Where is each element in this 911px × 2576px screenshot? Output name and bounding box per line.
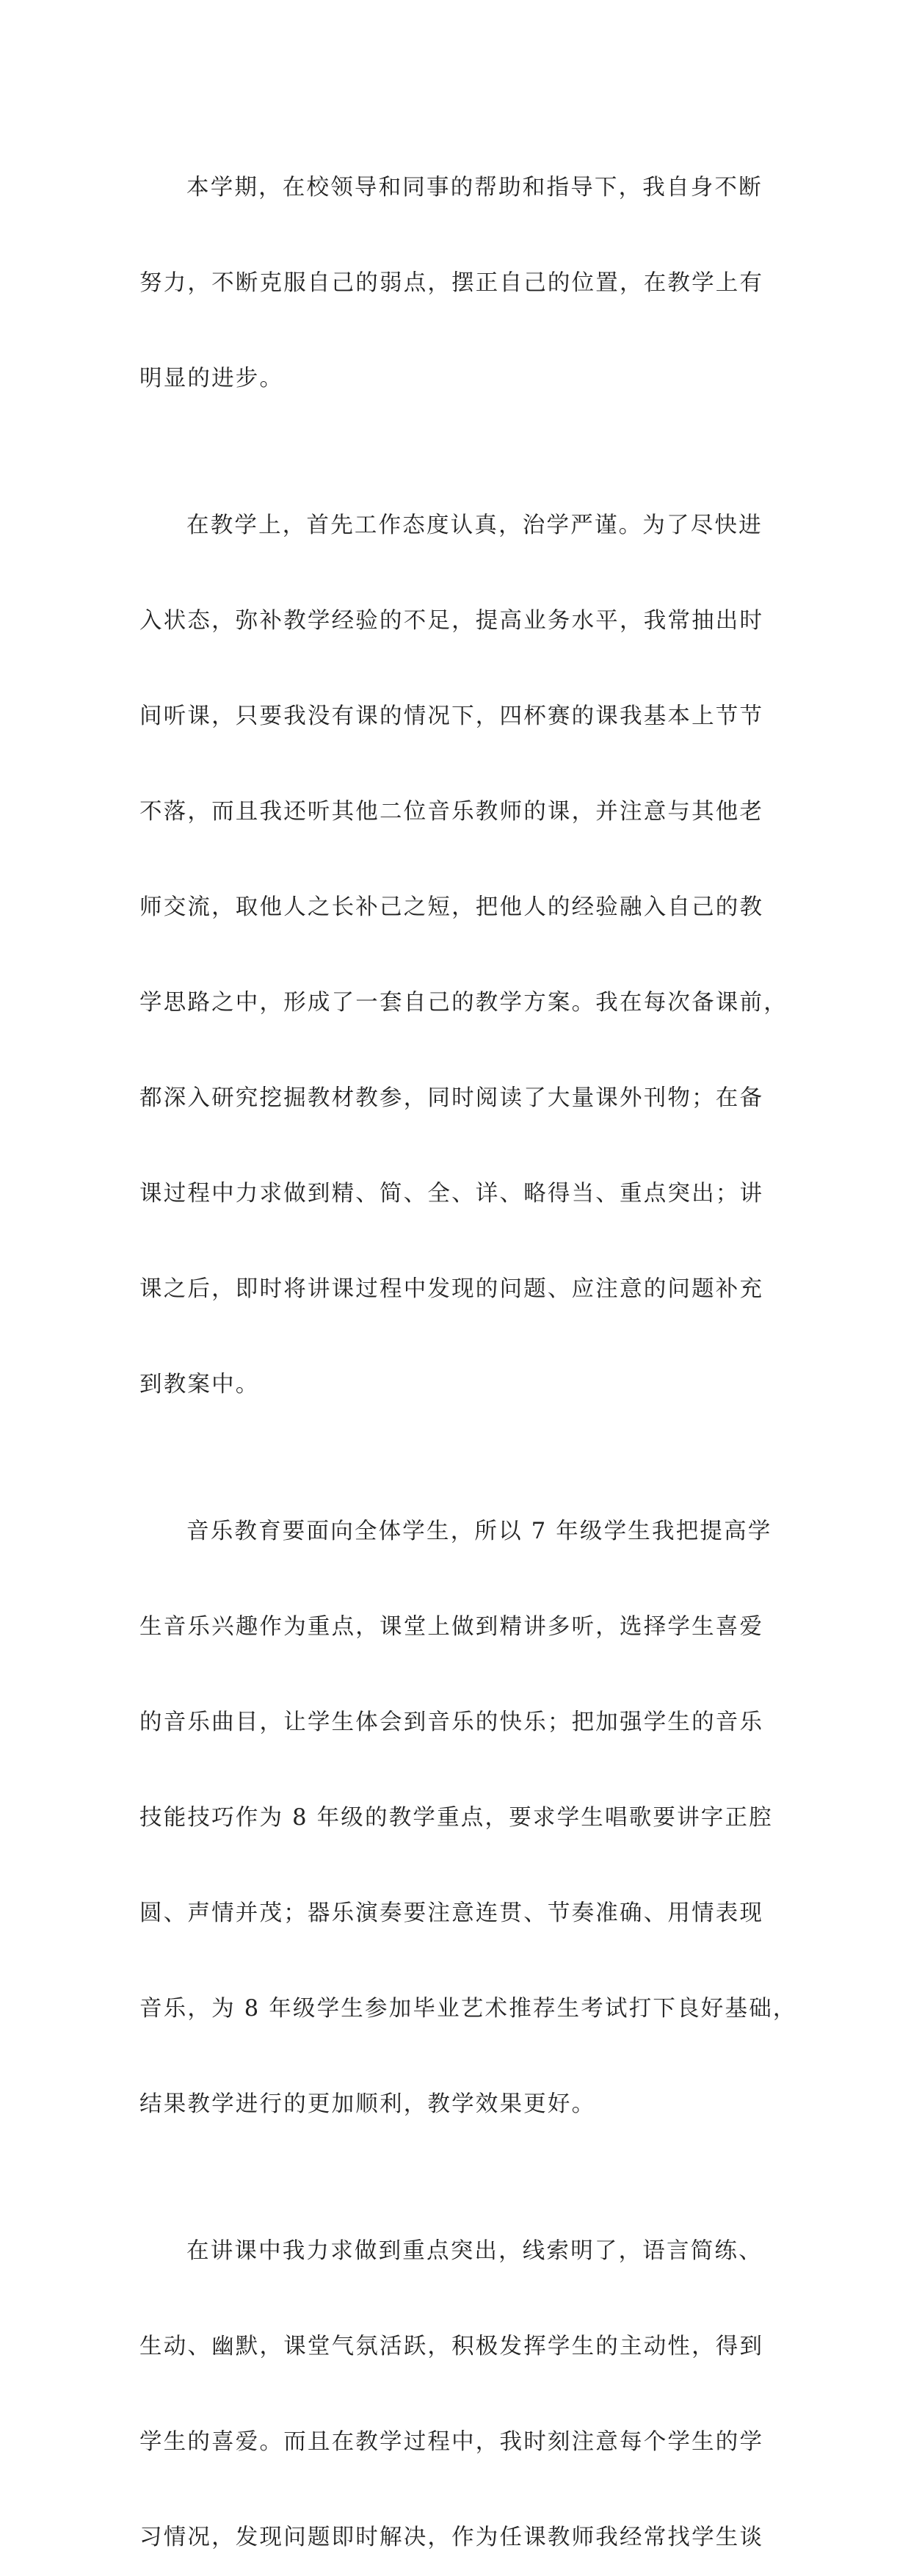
text-line: 课过程中力求做到精、简、全、详、略得当、重点突出；讲 <box>139 1181 764 1206</box>
text-line: 明显的进步。 <box>139 366 284 391</box>
text-line: 入状态，弥补教学经验的不足，提高业务水平，我常抽出时 <box>139 608 764 634</box>
text-line: 课之后，即时将讲课过程中发现的问题、应注意的问题补充 <box>139 1276 764 1302</box>
text-line: 学生的喜爱。而且在教学过程中，我时刻注意每个学生的学 <box>139 2429 764 2455</box>
text-line: 到教案中。 <box>139 1372 260 1397</box>
text-line: 生动、幽默，课堂气氛活跃，积极发挥学生的主动性，得到 <box>139 2334 764 2359</box>
text-line: 生音乐兴趣作为重点，课堂上做到精讲多听，选择学生喜爱 <box>139 1614 764 1640</box>
text-line: 在教学上，首先工作态度认真，治学严谨。为了尽快进 <box>186 513 763 538</box>
text-line: 本学期，在校领导和同事的帮助和指导下，我自身不断 <box>186 175 763 200</box>
text-line: 音乐教育要面向全体学生，所以 7 年级学生我把提高学 <box>186 1519 772 1544</box>
text-line: 音乐，为 8 年级学生参加毕业艺术推荐生考试打下良好基础， <box>139 1996 797 2022</box>
text-line: 在讲课中我力求做到重点突出，线索明了，语言简练、 <box>186 2238 763 2264</box>
text-line: 间听课，只要我没有课的情况下，四杯赛的课我基本上节节 <box>139 703 764 729</box>
paragraph-1 <box>139 115 778 452</box>
text-line: 的音乐曲目，让学生体会到音乐的快乐；把加强学生的音乐 <box>139 1710 764 1735</box>
text-line: 习情况，发现问题即时解决，作为任课教师我经常找学生谈 <box>139 2525 764 2550</box>
text-line: 圆、声情并茂；器乐演奏要注意连贯、节奏准确、用情表现 <box>139 1900 764 1926</box>
text-line: 结果教学进行的更加顺利，教学效果更好。 <box>139 2091 596 2117</box>
paragraph-4 <box>139 2178 778 2576</box>
text-line: 努力，不断克服自己的弱点，摆正自己的位置，在教学上有 <box>139 270 764 296</box>
text-line: 都深入研究挖掘教材教参，同时阅读了大量课外刊物；在备 <box>139 1085 764 1111</box>
text-line: 技能技巧作为 8 年级的教学重点，要求学生唱歌要讲字正腔 <box>139 1805 773 1831</box>
paragraph-2 <box>139 452 788 1458</box>
document-body <box>139 115 797 2576</box>
text-line: 不落，而且我还听其他二位音乐教师的课，并注意与其他老 <box>139 799 764 825</box>
text-line: 学思路之中，形成了一套自己的教学方案。我在每次备课前， <box>139 990 788 1016</box>
paragraph-3 <box>139 1458 797 2178</box>
text-line: 师交流，取他人之长补己之短，把他人的经验融入自己的教 <box>139 894 764 920</box>
